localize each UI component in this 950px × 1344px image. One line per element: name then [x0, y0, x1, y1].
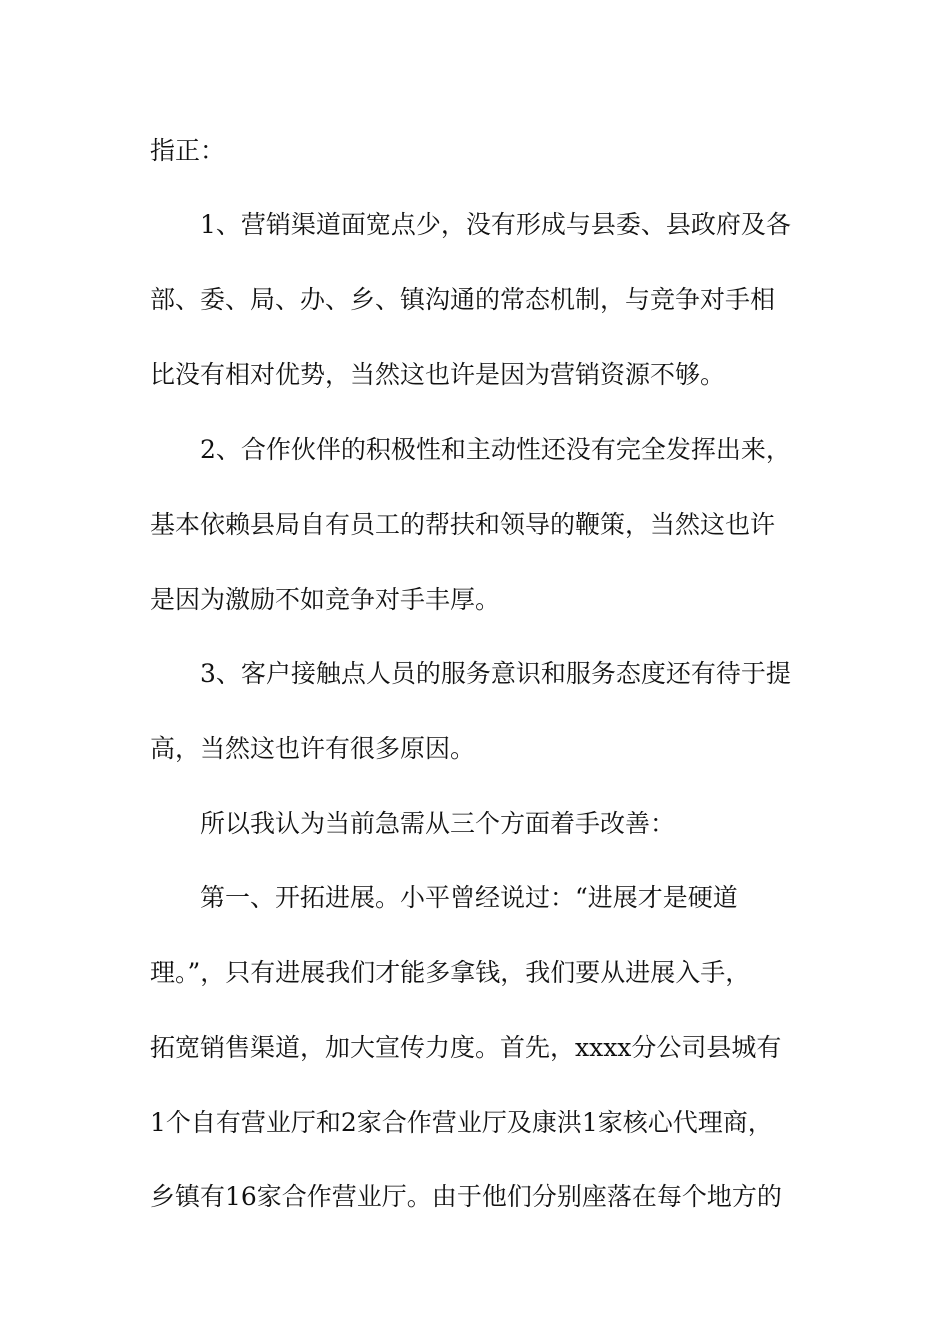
text-line: 第一、开拓进展。小平曾经说过：“进展才是硬道 [200, 883, 738, 912]
text-line: 所以我认为当前急需从三个方面着手改善： [200, 809, 676, 838]
text-line: 高，当然这也许有很多原因。 [150, 734, 476, 763]
text-line: 基本依赖县局自有员工的帮扶和领导的鞭策，当然这也许 [150, 510, 776, 539]
text-line: 指正： [150, 136, 226, 165]
text-line: 部、委、局、办、乡、镇沟通的常态机制，与竞争对手相 [150, 285, 776, 314]
text-line: 拓宽销售渠道，加大宣传力度。首先，xxxx分公司县城有 [150, 1033, 782, 1062]
text-line: 理。”，只有进展我们才能多拿钱，我们要从进展入手， [150, 958, 751, 987]
text-line: 1个自有营业厅和2家合作营业厅及康洪1家核心代理商， [150, 1108, 773, 1137]
text-line: 比没有相对优势，当然这也许是因为营销资源不够。 [150, 360, 726, 389]
text-line: 是因为激励不如竞争对手丰厚。 [150, 585, 501, 614]
text-line: 1、营销渠道面宽点少，没有形成与县委、县政府及各 [200, 210, 791, 239]
text-line: 3、客户接触点人员的服务意识和服务态度还有待于提 [200, 659, 791, 688]
text-line: 2、合作伙伴的积极性和主动性还没有完全发挥出来， [200, 435, 791, 464]
text-line: 乡镇有16家合作营业厅。由于他们分别座落在每个地方的 [150, 1182, 782, 1211]
